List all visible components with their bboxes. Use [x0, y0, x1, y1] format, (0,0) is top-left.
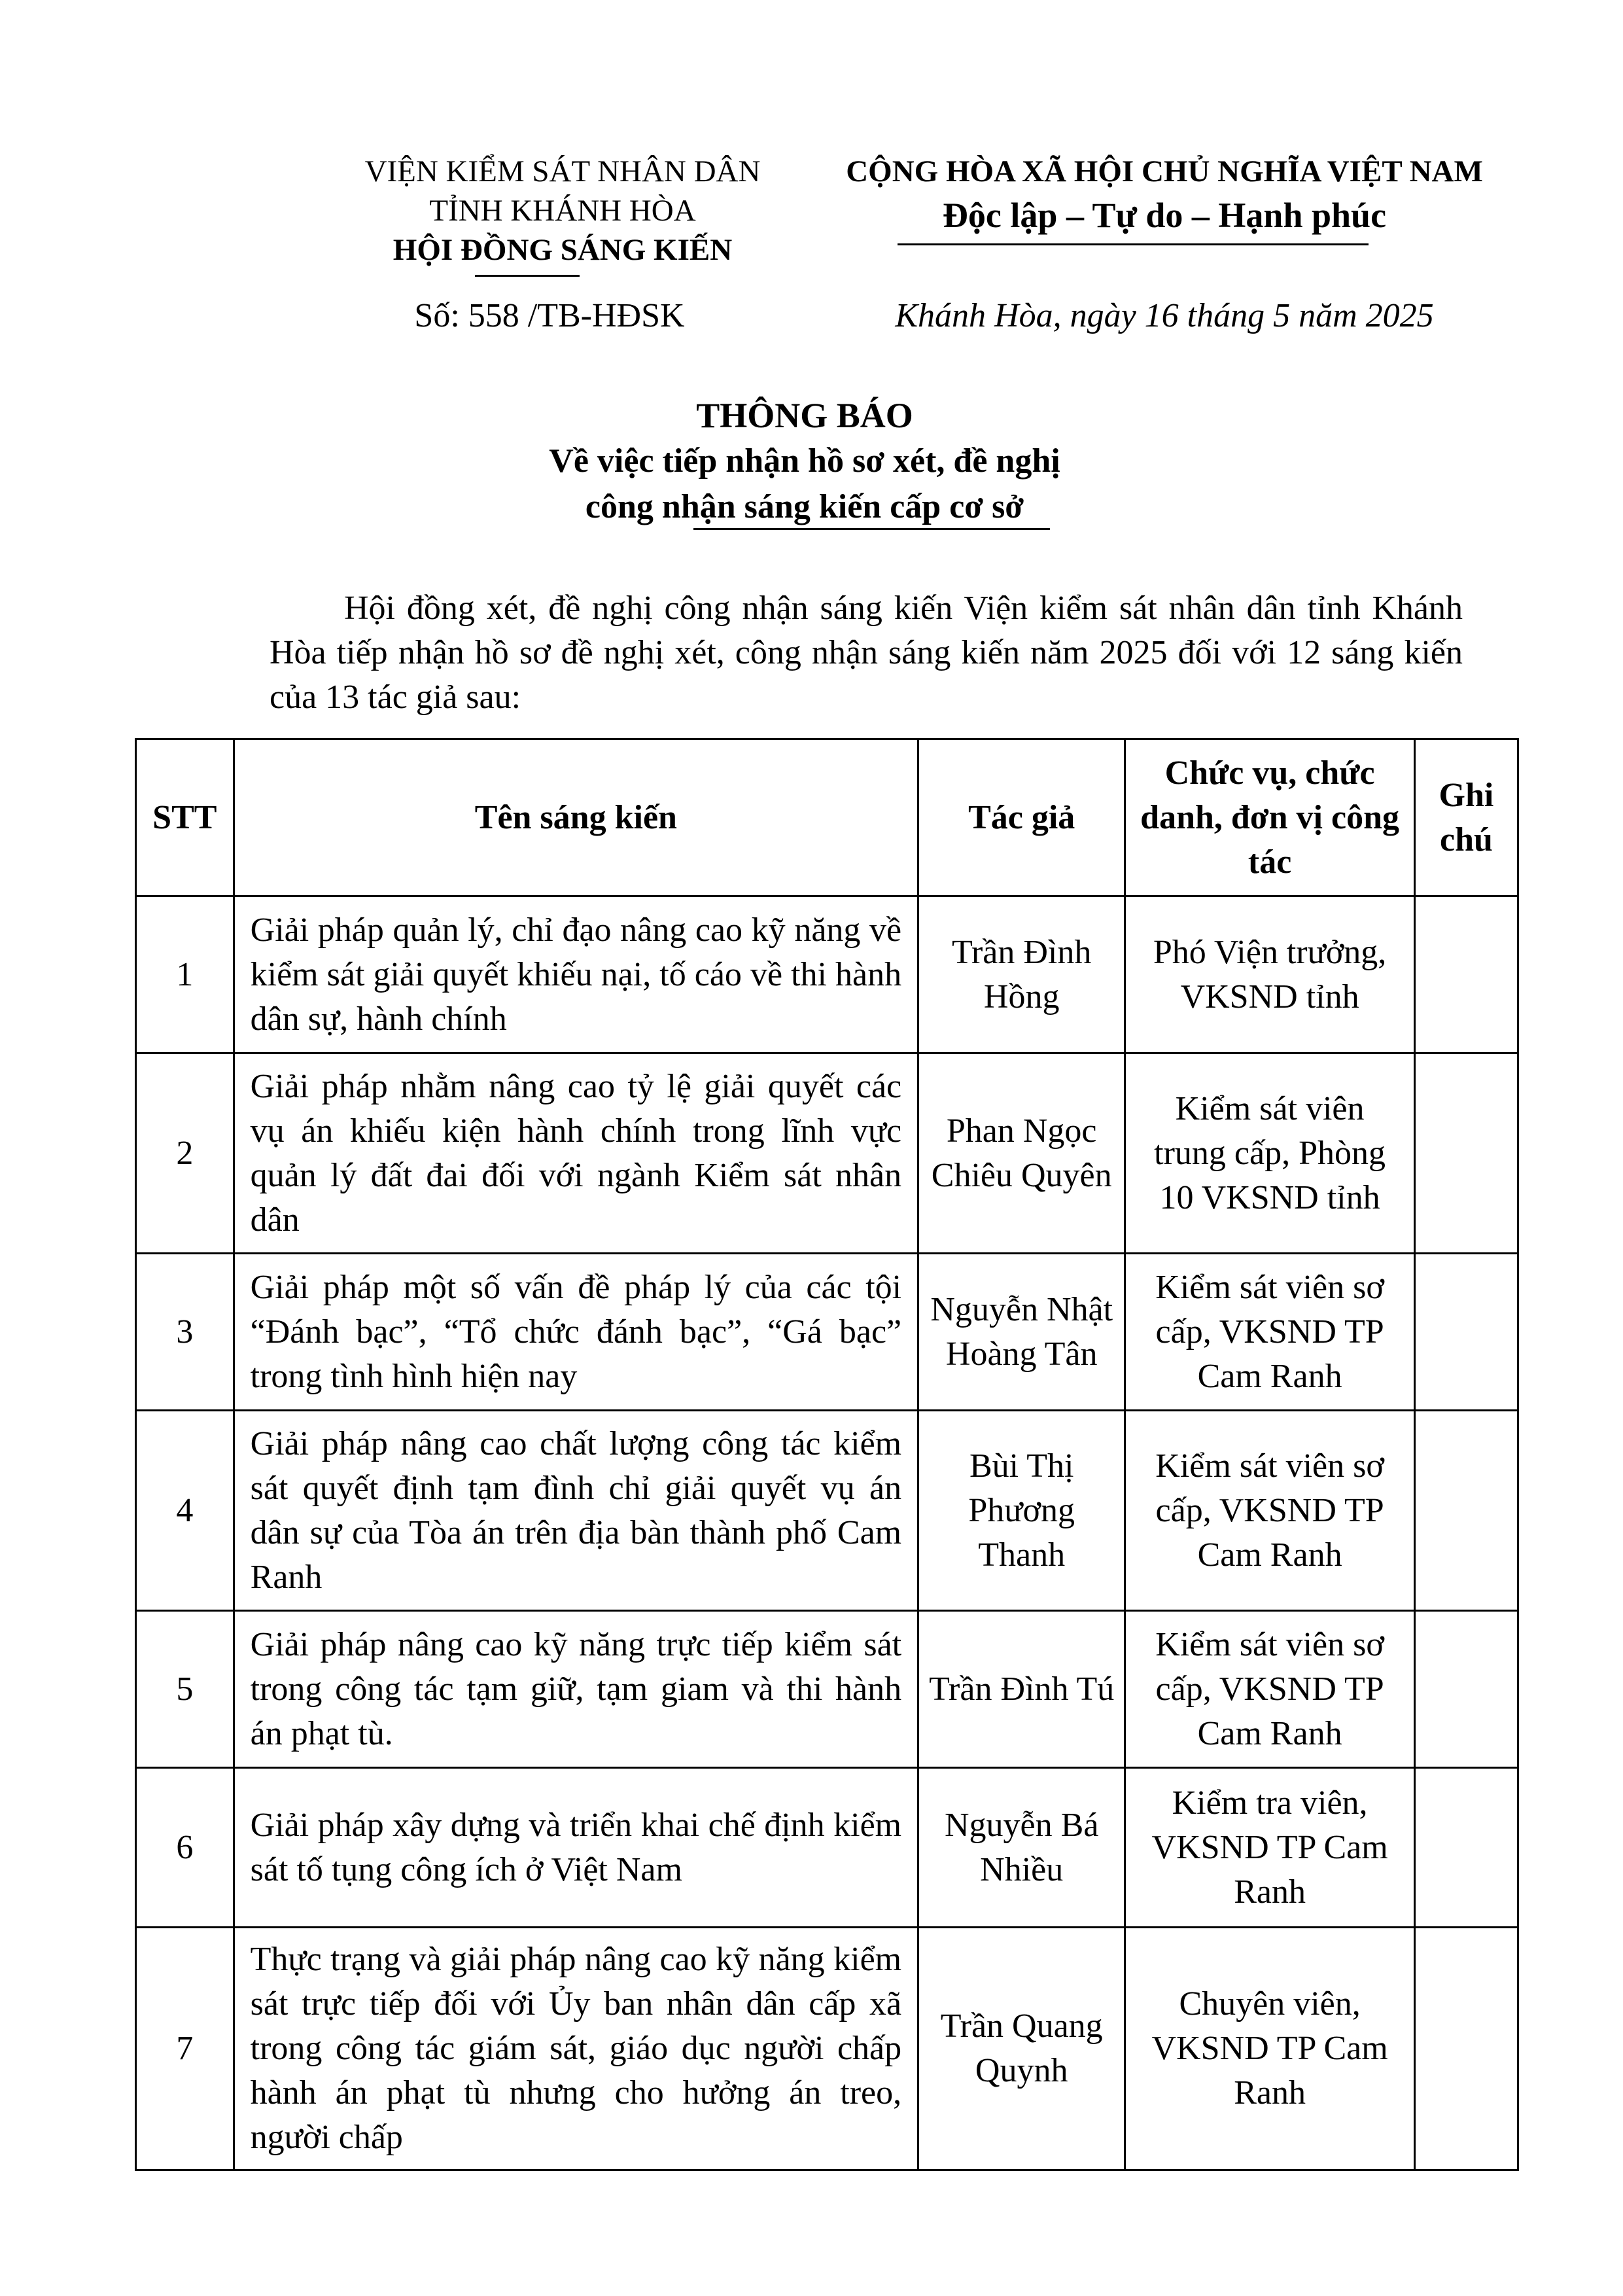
cell-author: Nguyễn Nhật Hoàng Tân	[918, 1254, 1125, 1411]
cell-stt: 5	[136, 1611, 234, 1768]
title-subject-line2: công nhận sáng kiến cấp cơ sở	[585, 488, 1024, 525]
cell-position: Kiểm sát viên sơ cấp, VKSND TP Cam Ranh	[1125, 1611, 1415, 1768]
cell-note	[1414, 1254, 1518, 1411]
council-name: HỘI ĐỒNG SÁNG KIẾN	[393, 233, 733, 267]
cell-author: Trần Đình Hồng	[918, 896, 1125, 1053]
agency-province: TỈNH KHÁNH HÒA	[429, 194, 696, 228]
agency-name: VIỆN KIỂM SÁT NHÂN DÂN	[364, 154, 761, 188]
title-subject-line1: Về việc tiếp nhận hồ sơ xét, đề nghị	[549, 442, 1060, 480]
cell-note	[1414, 1053, 1518, 1254]
cell-note	[1414, 896, 1518, 1053]
cell-name: Giải pháp quản lý, chỉ đạo nâng cao kỹ năng về kiểm sát giải quyết khiếu nại, tố cáo về thi hành dân sự, hành chính	[234, 896, 918, 1053]
title-underline	[693, 528, 1050, 530]
national-motto: Độc lập – Tự do – Hạnh phúc	[942, 196, 1387, 235]
table-row	[136, 1411, 1518, 1611]
table-row	[136, 1768, 1518, 1928]
cell-author: Trần Đình Tú	[918, 1611, 1125, 1768]
cell-name: Thực trạng và giải pháp nâng cao kỹ năng kiểm sát trực tiếp đối với Ủy ban nhân dân cấp xã trong công tác giám sát, giáo dục người chấp hành án phạt tù nhưng cho hưởng án treo, người chấp	[234, 1928, 918, 2170]
cell-note	[1414, 1928, 1518, 2170]
cell-note	[1414, 1411, 1518, 1611]
cell-position: Phó Viện trưởng, VKSND tỉnh	[1125, 896, 1415, 1053]
cell-stt: 7	[136, 1928, 234, 2170]
document-title	[275, 393, 1335, 530]
agency-header	[288, 152, 837, 270]
cell-name: Giải pháp nâng cao chất lượng công tác kiểm sát quyết định tạm đình chỉ giải quyết vụ án dân sự của Tòa án trên địa bàn thành phố Cam Ranh	[234, 1411, 918, 1611]
cell-name: Giải pháp nâng cao kỹ năng trực tiếp kiểm sát trong công tác tạm giữ, tạm giam và thi hành án phạt tù.	[234, 1611, 918, 1768]
col-header-stt: STT	[136, 739, 234, 896]
national-title: CỘNG HÒA XÃ HỘI CHỦ NGHĨA VIỆT NAM	[846, 154, 1483, 188]
agency-underline	[475, 275, 580, 277]
motto-underline	[898, 243, 1369, 245]
cell-position: Kiểm sát viên sơ cấp, VKSND TP Cam Ranh	[1125, 1411, 1415, 1611]
cell-position: Kiểm tra viên, VKSND TP Cam Ranh	[1125, 1768, 1415, 1928]
cell-author: Trần Quang Quynh	[918, 1928, 1125, 2170]
cell-stt: 3	[136, 1254, 234, 1411]
cell-position: Chuyên viên, VKSND TP Cam Ranh	[1125, 1928, 1415, 2170]
table-row	[136, 1611, 1518, 1768]
cell-stt: 1	[136, 896, 234, 1053]
table-row	[136, 896, 1518, 1053]
cell-name: Giải pháp một số vấn đề pháp lý của các tội “Đánh bạc”, “Tổ chức đánh bạc”, “Gá bạc” trong tình hình hiện nay	[234, 1254, 918, 1411]
cell-note	[1414, 1611, 1518, 1768]
cell-stt: 6	[136, 1768, 234, 1928]
table-row	[136, 1254, 1518, 1411]
document-number: Số: 558 /TB-HĐSK	[414, 297, 685, 334]
table-row	[136, 1928, 1518, 2170]
col-header-note: Ghi chú	[1414, 739, 1518, 896]
cell-stt: 2	[136, 1053, 234, 1254]
place-date: Khánh Hòa, ngày 16 tháng 5 năm 2025	[895, 297, 1434, 334]
cell-stt: 4	[136, 1411, 234, 1611]
cell-author: Phan Ngọc Chiêu Quyên	[918, 1053, 1125, 1254]
title-main: THÔNG BÁO	[696, 396, 913, 435]
col-header-author: Tác giả	[918, 739, 1125, 896]
table-row	[136, 1053, 1518, 1254]
cell-position: Kiểm sát viên trung cấp, Phòng 10 VKSND tỉnh	[1125, 1053, 1415, 1254]
cell-position: Kiểm sát viên sơ cấp, VKSND TP Cam Ranh	[1125, 1254, 1415, 1411]
col-header-position: Chức vụ, chức danh, đơn vị công tác	[1125, 739, 1415, 896]
cell-name: Giải pháp xây dựng và triển khai chế định kiểm sát tố tụng công ích ở Việt Nam	[234, 1768, 918, 1928]
intro-paragraph: Hội đồng xét, đề nghị công nhận sáng kiến Viện kiểm sát nhân dân tỉnh Khánh Hòa tiếp nhận hồ sơ đề nghị xét, công nhận sáng kiến năm 2025 đối với 12 sáng kiến của 13 tác giả sau:	[270, 590, 1463, 716]
cell-author: Nguyễn Bá Nhiều	[918, 1768, 1125, 1928]
initiatives-table	[135, 738, 1519, 2171]
cell-name: Giải pháp nhằm nâng cao tỷ lệ giải quyết các vụ án khiếu kiện hành chính trong lĩnh vực quản lý đất đai đối với ngành Kiểm sát nhân dân	[234, 1053, 918, 1254]
national-header	[792, 152, 1537, 239]
col-header-name: Tên sáng kiến	[234, 739, 918, 896]
cell-note	[1414, 1768, 1518, 1928]
table-header-row	[136, 739, 1518, 896]
cell-author: Bùi Thị Phương Thanh	[918, 1411, 1125, 1611]
